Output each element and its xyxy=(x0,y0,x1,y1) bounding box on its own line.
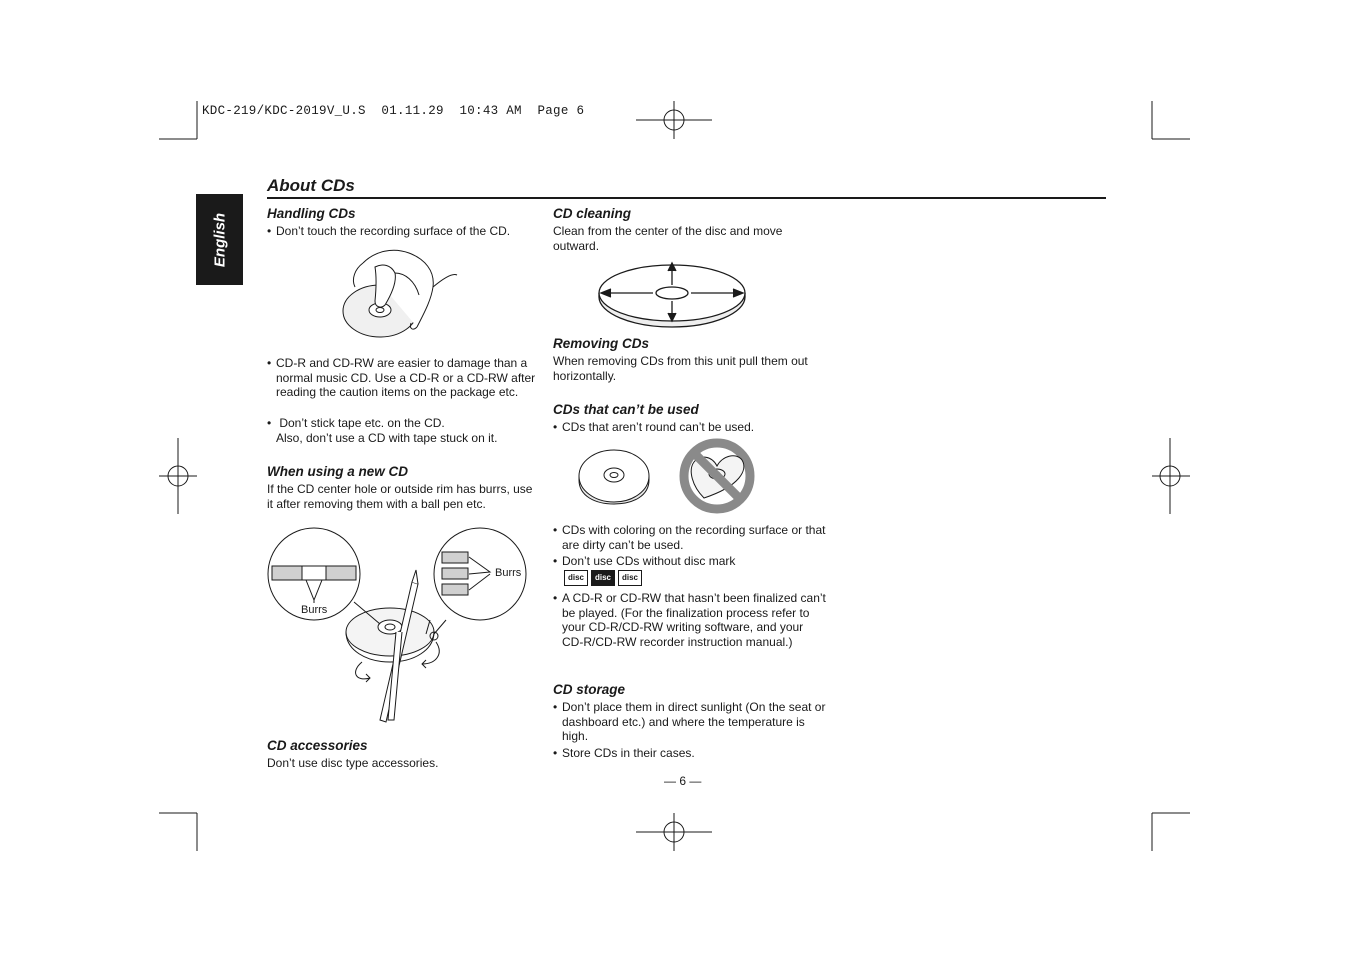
removing-text: When removing CDs from this unit pull them out horizontally. xyxy=(553,354,808,383)
handling-bullet-1: • Don’t touch the recording surface of the CD. xyxy=(267,224,546,239)
page-title: About CDs xyxy=(267,176,355,195)
handling-bullet-3-line2: Also, don’t use a CD with tape stuck on it. xyxy=(276,430,498,445)
burrs-label-left: Burrs xyxy=(301,604,328,616)
accessories-text: Don’t use disc type accessories. xyxy=(267,756,439,770)
print-slug: KDC-219/KDC-2019V_U.S 01.11.29 10:43 AM Page 6 xyxy=(202,104,585,118)
burrs-illustration xyxy=(266,524,536,729)
handling-bullet-3-line1: Don’t stick tape etc. on the CD. xyxy=(279,416,445,430)
burrs-label-right: Burrs xyxy=(495,567,522,579)
handling-cd-illustration xyxy=(335,243,475,343)
handling-heading: Handling CDs xyxy=(267,206,356,221)
storage-heading: CD storage xyxy=(553,682,626,697)
cleaning-cd-illustration xyxy=(593,259,753,329)
disc-logo-compact-disc: disc xyxy=(564,570,588,586)
disc-logo-recordable: disc xyxy=(591,570,615,586)
cant-use-heading: CDs that can’t be used xyxy=(553,402,699,417)
cant-use-bullet-3: • Don’t use CDs without disc mark xyxy=(553,554,827,569)
non-round-cd-illustration xyxy=(576,440,766,520)
handling-bullet-2: • CD-R and CD-RW are easier to damage than a normal music CD. Use a CD-R or a CD-RW after reading the caution items on the package etc. xyxy=(267,356,546,400)
language-tab xyxy=(196,194,243,285)
page-number: — 6 — xyxy=(664,774,702,788)
handling-bullet-3 xyxy=(267,416,546,445)
disc-marks xyxy=(564,570,642,586)
language-tab-label: English xyxy=(211,212,228,267)
storage-bullet-1: • Don’t place them in direct sunlight (On the seat or dashboard etc.) and where the temperature is high. xyxy=(553,700,827,744)
cant-use-bullet-2: • CDs with coloring on the recording surface or that are dirty can’t be used. xyxy=(553,523,827,552)
new-cd-text: If the CD center hole or outside rim has burrs, use it after removing them with a ball pen etc. xyxy=(267,482,533,511)
disc-logo-rewritable: disc xyxy=(618,570,642,586)
cant-use-bullet-4: • A CD-R or CD-RW that hasn’t been finalized can’t be played. (For the finalization process refer to your CD-R/CD-RW writing software, and your CD-R/CD-RW recorder instruction manual.) xyxy=(553,591,827,649)
title-rule xyxy=(267,197,1106,199)
cleaning-heading: CD cleaning xyxy=(553,206,632,221)
storage-bullet-2: • Store CDs in their cases. xyxy=(553,746,827,761)
removing-heading: Removing CDs xyxy=(553,336,650,351)
cant-use-bullet-1: • CDs that aren’t round can’t be used. xyxy=(553,420,827,435)
new-cd-heading: When using a new CD xyxy=(267,464,409,479)
cleaning-text: Clean from the center of the disc and move outward. xyxy=(553,224,783,253)
accessories-heading: CD accessories xyxy=(267,738,368,753)
